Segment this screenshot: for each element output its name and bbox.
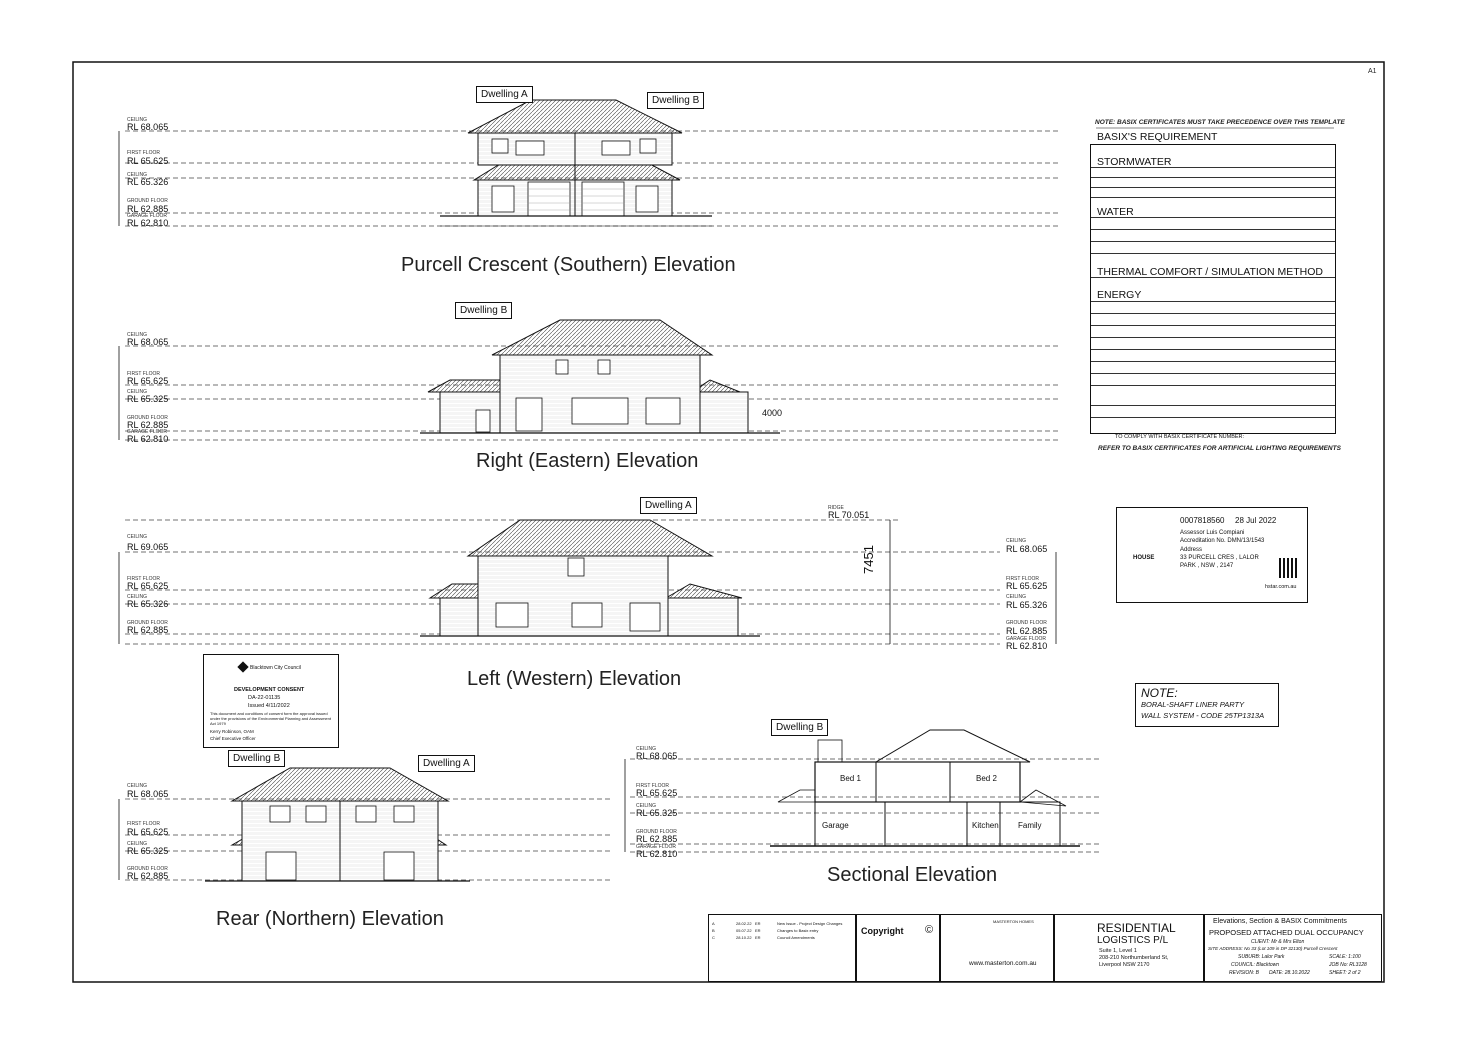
cert-date: 28 Jul 2022 [1235, 516, 1277, 525]
basix-table [1090, 144, 1336, 434]
consent-body: This document and conditions of consent form the approval issued under the provisions of the Environmental Planning and Assessment Act 1979 [210, 711, 331, 726]
sheet-number: SHEET: 2 of 2 [1329, 970, 1361, 976]
project-title: PROPOSED ATTACHED DUAL OCCUPANCY [1209, 928, 1364, 937]
level-rl: RL 65.325 [127, 846, 169, 856]
copyright-label: Copyright [861, 926, 904, 936]
consent-heading: DEVELOPMENT CONSENT [234, 687, 305, 693]
development-consent-stamp [203, 654, 339, 748]
firm-website: www.masterton.com.au [969, 960, 1037, 967]
company-address: Liverpool NSW 2170 [1099, 962, 1150, 968]
level-rl: RL 62.885 [127, 420, 169, 430]
level-rl: RL 62.885 [1006, 626, 1048, 636]
sectional-elevation-drawing [625, 730, 1100, 852]
level-rl: RL 65.625 [636, 788, 678, 798]
consent-number: DA-22-01135 [248, 695, 281, 701]
cert-address-label: Address [1180, 547, 1203, 553]
drawing-date: DATE: 28.10.2022 [1269, 970, 1310, 976]
consent-officer-title: Chief Executive Officer [210, 736, 256, 741]
eastern-elevation-drawing [119, 320, 1060, 440]
cert-address: PARK , NSW , 2147 [1180, 563, 1234, 569]
ridge-rl: RL 70.051 [828, 510, 870, 520]
level-rl: RL 65.326 [1006, 600, 1048, 610]
site-address: SITE ADDRESS: No 33 (Lot 109 in DP 32130) Purcell Crescent [1208, 946, 1338, 951]
level-rl: RL 62.885 [127, 625, 169, 635]
client: CLIENT: Mr & Mrs Elton [1251, 939, 1305, 945]
basix-section-heading: THERMAL COMFORT / SIMULATION METHOD [1097, 266, 1323, 278]
basix-certificate-note: TO COMPLY WITH BASIX CERTIFICATE NUMBER: [1115, 434, 1245, 440]
dwelling-tag: Dwelling A [476, 86, 533, 103]
level-rl: RL 62.885 [127, 204, 169, 214]
company-address: Suite 1, Level 1 [1099, 948, 1137, 954]
level-rl: RL 65.625 [127, 376, 169, 386]
level-rl: RL 65.625 [127, 581, 169, 591]
dwelling-tag: Dwelling A [640, 497, 697, 514]
southern-elevation-title: Purcell Crescent (Southern) Elevation [401, 254, 736, 276]
cert-website: hstar.com.au [1265, 584, 1297, 590]
copyright-block [856, 914, 940, 982]
masterton-block [940, 914, 1054, 982]
company-name: RESIDENTIAL [1097, 921, 1176, 935]
copyright-icon: © [925, 924, 934, 936]
dwelling-tag: Dwelling B [228, 750, 285, 767]
cert-number: 0007818560 [1180, 516, 1225, 525]
basix-lighting-note: REFER TO BASIX CERTIFICATES FOR ARTIFICIAL LIGHTING REQUIREMENTS [1098, 445, 1341, 452]
southern-elevation-drawing [119, 100, 1060, 226]
company-block [1054, 914, 1204, 982]
council-name: Blacktown City Council [250, 665, 301, 671]
northern-elevation-drawing [119, 768, 610, 881]
scale: SCALE: 1:100 [1329, 954, 1361, 960]
dimension-4000: 4000 [762, 408, 783, 418]
level-rl: RL 65.325 [636, 808, 678, 818]
council: COUNCIL: Blacktown [1231, 962, 1280, 968]
consent-officer: Kerry Robinson, OAM [210, 729, 254, 734]
level-rl: RL 68.065 [127, 337, 169, 347]
nathers-certificate [1116, 507, 1308, 603]
revision-table: A 28.02.22 ER New Issue - Project Design Changes B 05.07.22 ER Changes to Basix entry C 28.10.22 ER Council Amendments [708, 914, 856, 982]
level-rl: RL 65.625 [127, 156, 169, 166]
basix-section-heading: ENERGY [1097, 289, 1142, 301]
eastern-elevation-title: Right (Eastern) Elevation [476, 450, 699, 472]
level-rl: RL 65.326 [127, 177, 169, 187]
qr-code [1279, 558, 1297, 578]
job-number: JOB No: RL3128 [1329, 962, 1367, 968]
dwelling-tag: Dwelling B [771, 719, 828, 736]
basix-section-heading: WATER [1097, 206, 1134, 218]
level-rl: RL 68.065 [127, 789, 169, 799]
level-rl: RL 62.885 [636, 834, 678, 844]
level-rl: RL 68.065 [1006, 544, 1048, 554]
level-rl: RL 62.810 [636, 849, 678, 859]
northern-elevation-title: Rear (Northern) Elevation [216, 908, 444, 930]
room-label: Family [1018, 821, 1042, 830]
room-label: Kitchen [972, 821, 999, 830]
level-rl: RL 65.325 [127, 394, 169, 404]
drawing-sheet: A1 Dwelling A Dwelling B Purcell Crescent (Southern) Elevation CEILING RL 68.065 FIRST FLOOR RL 65.625 CEILING RL 65.326 GROUND FLOOR RL 62.885 GARAGE FLOOR RL 62.810 Dwelling B Right (Eastern) Elevation 4000 CEILING RL 68.065 FIRST FLOOR RL 65.625 CEILING RL 65.325 GROUND FLOOR RL 62.885 GARAGE FLOOR RL 62.810 Dwelling A Left (Western) Elevation RIDGE RL 70.051 7451 CEILING RL 69.065 FIRST FLOOR RL 65.625 CEILING RL 65.326 GROUND FLOOR RL 62.885 CEILING RL 68.065 FIRST FLOOR RL 65.625 CEILING RL 65.326 GROUND FLOOR RL 62.885 GARAGE FLOOR RL 62.810 Dwelling B Dwelling A Rear (Northern) Elevation CEILING RL 68.065 FIRST FLOOR RL 65.625 CEILING RL 65.325 GROUND FLOOR RL 62.885 Dwelling B Sectional Elevation Bed 1 Bed 2 Garage Kitchen Family CEILING RL 68.065 FIRST FLOOR RL 65.625 CEILING RL 65.325 GROUND FLOOR RL 62.885 GARAGE FLOOR RL 62.810 NOTE: BASIX CERTIFICATES MUST TAKE PRECEDENCE OVER THIS TEMPLATE BASIX'S REQUIREMENT STORMWATER WATER THERMAL COMFORT / SIMULATION METHOD ENERGY TO COMPLY WITH BASIX CERTIFICATE NUMBER: REFER TO BASIX CERTIFICATES FOR ARTIFICIAL LIGHTING REQUIREMENTS 0007818560 28 Jul 2022 Assessor Luis Compiani Accreditation No. DMN/13/1543 Address 33 PURCELL CRES , LALOR PARK , NSW , 2147 HOUSE hstar.com.au Blacktown City Council DEVELOPMENT CONSENT DA-22-01135 Issued 4/11/2022 This document and conditions of consent form the approval issued under the provisions of the Environmental Planning and Assessment Act 1979 Kerry Robinson, OAM Chief Executive Officer NOTE: BORAL-SHAFT LINER PARTY WALL SYSTEM - CODE 25TP1313A A 28.02.22 ER New Issue - Project Design Changes B 05.07.22 ER Changes to Basix entry C 28.10.22 ER Council Amendments Copyright © MASTERTON HOMES www.masterton.com.au RESIDENTIAL LOGISTICS P/L Suite 1, Level 1 208-210 Northumberland St, Liverpool NSW 2170 Elevations, Section & BASIX Commitments PROPOSED ATTACHED DUAL OCCUPANCY CLIENT: Mr & Mrs Elton SITE ADDRESS: No 33 (Lot 109 in DP 32130) Purcell Crescent SUBURB: Lalor Park SCALE: 1:100 COUNCIL: Blacktown JOB No: RL3128 REVISION: B DATE: 28.10.2022 SHEET: 2 of 2 [0, 0, 1472, 1041]
room-label: Garage [822, 821, 849, 830]
dwelling-tag: Dwelling B [455, 302, 512, 319]
firm-name: MASTERTON HOMES [993, 919, 1034, 924]
party-wall-note [1135, 683, 1279, 727]
dwelling-tag: Dwelling B [647, 92, 704, 109]
note-line: BORAL-SHAFT LINER PARTY [1141, 700, 1245, 709]
height-dimension: 7451 [861, 545, 876, 574]
note-heading: NOTE: [1141, 686, 1178, 700]
revision: REVISION: B [1229, 970, 1260, 976]
drawing-title: Elevations, Section & BASIX Commitments [1213, 918, 1347, 925]
drawing-info-block [1204, 914, 1382, 982]
basix-top-note: NOTE: BASIX CERTIFICATES MUST TAKE PRECEDENCE OVER THIS TEMPLATE [1095, 119, 1345, 126]
western-elevation-drawing [119, 520, 1056, 644]
consent-issued: Issued 4/11/2022 [248, 703, 290, 709]
level-rl: RL 68.065 [636, 751, 678, 761]
level-rl: RL 62.885 [127, 871, 169, 881]
company-address: 208-210 Northumberland St, [1099, 955, 1169, 961]
sheet-number-corner: A1 [1368, 68, 1377, 75]
council-logo [237, 661, 248, 672]
level-rl: RL 65.326 [127, 599, 169, 609]
company-name: LOGISTICS P/L [1097, 935, 1169, 946]
level-rl: RL 62.810 [127, 434, 169, 444]
cert-logo-text: HOUSE [1133, 555, 1155, 561]
level-rl: RL 69.065 [127, 542, 169, 552]
level-rl: RL 65.625 [127, 827, 169, 837]
level-rl: RL 65.625 [1006, 581, 1048, 591]
room-label: Bed 2 [976, 774, 997, 783]
cert-assessor: Assessor Luis Compiani [1180, 530, 1245, 536]
section-elevation-title: Sectional Elevation [827, 864, 998, 886]
cert-accreditation: Accreditation No. DMN/13/1543 [1180, 538, 1265, 544]
suburb: SUBURB: Lalor Park [1238, 954, 1285, 960]
dwelling-tag: Dwelling A [418, 755, 475, 772]
note-line: WALL SYSTEM - CODE 25TP1313A [1141, 711, 1265, 720]
level-rl: RL 62.810 [127, 218, 169, 228]
level-rl: RL 62.810 [1006, 641, 1048, 651]
cert-address: 33 PURCELL CRES , LALOR [1180, 555, 1259, 561]
basix-section-heading: STORMWATER [1097, 156, 1172, 168]
western-elevation-title: Left (Western) Elevation [467, 668, 682, 690]
level-rl: RL 68.065 [127, 122, 169, 132]
room-label: Bed 1 [840, 774, 861, 783]
basix-title: BASIX'S REQUIREMENT [1097, 131, 1218, 143]
